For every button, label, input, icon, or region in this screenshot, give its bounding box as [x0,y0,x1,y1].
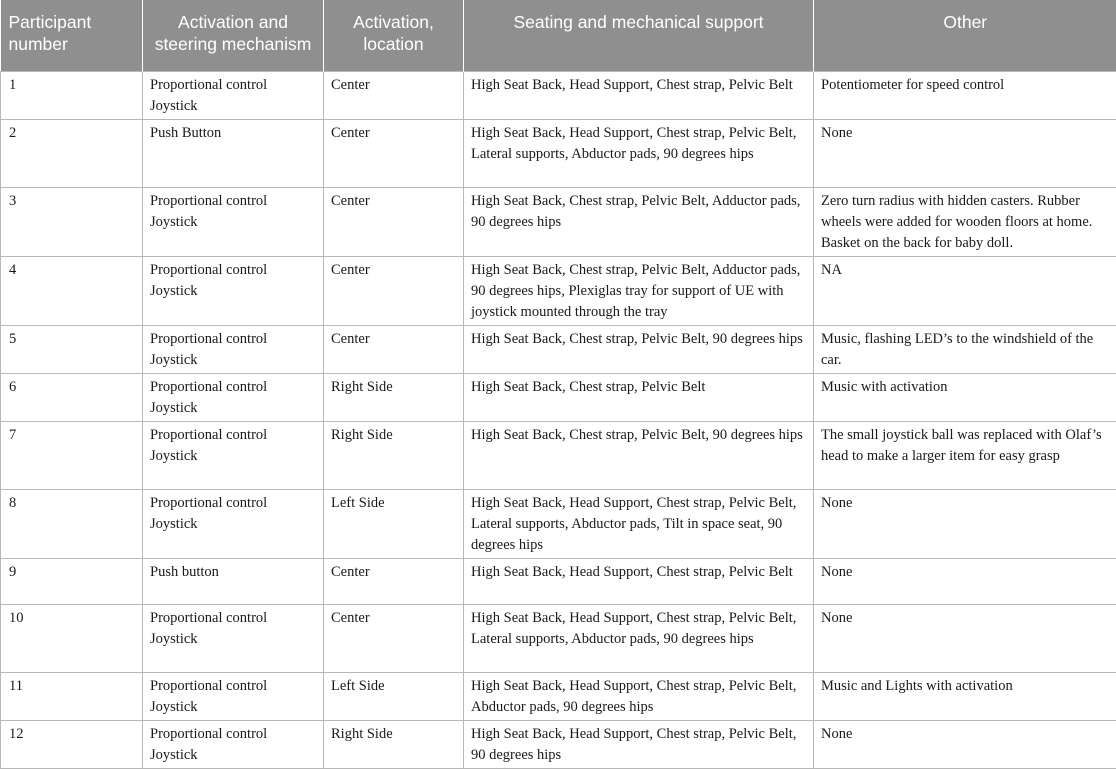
cell-activation-mechanism: Proportional control Joystick [143,604,324,672]
cell-participant-number: 3 [1,187,143,256]
cell-seating-support: High Seat Back, Head Support, Chest strap, Pelvic Belt, Lateral supports, Abductor pads, Tilt in space seat, 90 degrees hips [464,489,814,558]
table-row [1,720,1116,768]
header-activation-mechanism: Activation and steering mechanism [143,0,324,71]
cell-seating-support: High Seat Back, Head Support, Chest strap, Pelvic Belt [464,71,814,119]
cell-other: None [814,720,1116,768]
table-header-row [1,0,1116,71]
cell-other: None [814,558,1116,604]
table-row [1,373,1116,421]
cell-participant-number: 5 [1,325,143,373]
cell-activation-location: Center [324,187,464,256]
cell-participant-number: 7 [1,421,143,489]
table-row [1,256,1116,325]
header-activation-location: Activation, location [324,0,464,71]
cell-seating-support: High Seat Back, Head Support, Chest strap, Pelvic Belt, 90 degrees hips [464,720,814,768]
table-row [1,325,1116,373]
cell-seating-support: High Seat Back, Chest strap, Pelvic Belt, Adductor pads, 90 degrees hips [464,187,814,256]
cell-activation-location: Left Side [324,489,464,558]
cell-other: Music, flashing LED’s to the windshield of the car. [814,325,1116,373]
cell-participant-number: 6 [1,373,143,421]
cell-other: The small joystick ball was replaced with Olaf’s head to make a larger item for easy grasp [814,421,1116,489]
cell-activation-location: Center [324,558,464,604]
cell-participant-number: 11 [1,672,143,720]
cell-other: NA [814,256,1116,325]
cell-participant-number: 9 [1,558,143,604]
cell-seating-support: High Seat Back, Head Support, Chest strap, Pelvic Belt, Lateral supports, Abductor pads, 90 degrees hips [464,119,814,187]
cell-activation-location: Center [324,604,464,672]
cell-activation-location: Center [324,256,464,325]
cell-seating-support: High Seat Back, Chest strap, Pelvic Belt, Adductor pads, 90 degrees hips, Plexiglas tray for support of UE with joystick mounted through the tray [464,256,814,325]
cell-participant-number: 4 [1,256,143,325]
cell-other: None [814,604,1116,672]
cell-seating-support: High Seat Back, Chest strap, Pelvic Belt, 90 degrees hips [464,421,814,489]
cell-other: Music with activation [814,373,1116,421]
table-row [1,421,1116,489]
cell-seating-support: High Seat Back, Head Support, Chest strap, Pelvic Belt, Lateral supports, Abductor pads, 90 degrees hips [464,604,814,672]
cell-participant-number: 12 [1,720,143,768]
cell-activation-mechanism: Proportional control Joystick [143,421,324,489]
header-seating-support: Seating and mechanical support [464,0,814,71]
cell-other: None [814,119,1116,187]
cell-other: Zero turn radius with hidden casters. Rubber wheels were added for wooden floors at home. Basket on the back for baby doll. [814,187,1116,256]
cell-other: Music and Lights with activation [814,672,1116,720]
cell-participant-number: 1 [1,71,143,119]
cell-activation-mechanism: Proportional control Joystick [143,325,324,373]
cell-seating-support: High Seat Back, Chest strap, Pelvic Belt, 90 degrees hips [464,325,814,373]
table-row [1,187,1116,256]
header-participant-number: Participant number [1,0,143,71]
table-body [1,71,1116,768]
cell-participant-number: 10 [1,604,143,672]
cell-seating-support: High Seat Back, Head Support, Chest strap, Pelvic Belt [464,558,814,604]
cell-activation-mechanism: Push Button [143,119,324,187]
cell-seating-support: High Seat Back, Chest strap, Pelvic Belt [464,373,814,421]
table-row [1,558,1116,604]
cell-activation-location: Center [324,325,464,373]
table-row [1,489,1116,558]
cell-activation-mechanism: Proportional control Joystick [143,71,324,119]
cell-activation-mechanism: Proportional control Joystick [143,672,324,720]
cell-activation-mechanism: Push button [143,558,324,604]
table-row [1,672,1116,720]
table-row [1,604,1116,672]
cell-other: None [814,489,1116,558]
cell-activation-mechanism: Proportional control Joystick [143,373,324,421]
cell-activation-mechanism: Proportional control Joystick [143,720,324,768]
cell-activation-location: Right Side [324,421,464,489]
cell-activation-mechanism: Proportional control Joystick [143,256,324,325]
cell-other: Potentiometer for speed control [814,71,1116,119]
cell-participant-number: 2 [1,119,143,187]
cell-activation-location: Right Side [324,720,464,768]
table-row [1,71,1116,119]
cell-activation-mechanism: Proportional control Joystick [143,489,324,558]
cell-activation-location: Right Side [324,373,464,421]
cell-participant-number: 8 [1,489,143,558]
cell-activation-location: Center [324,71,464,119]
cell-activation-mechanism: Proportional control Joystick [143,187,324,256]
table-row [1,119,1116,187]
cell-seating-support: High Seat Back, Head Support, Chest strap, Pelvic Belt, Abductor pads, 90 degrees hips [464,672,814,720]
cell-activation-location: Center [324,119,464,187]
header-other: Other [814,0,1116,71]
cell-activation-location: Left Side [324,672,464,720]
